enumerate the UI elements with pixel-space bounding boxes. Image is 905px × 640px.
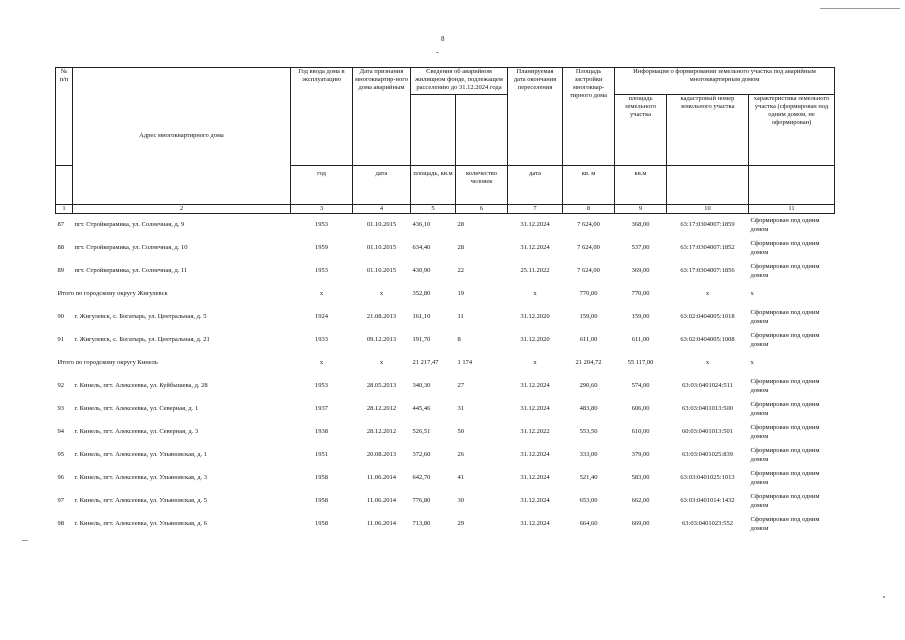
column-number: 11 xyxy=(749,205,835,214)
cadastral-cell: 63:03:0401014:1432 xyxy=(680,497,735,505)
build-area-cell: 553,50 xyxy=(579,428,598,436)
scan-mark xyxy=(22,540,28,541)
row-number: 98 xyxy=(57,520,64,528)
build-area-cell: 653,00 xyxy=(579,497,598,505)
year-cell: 1953 xyxy=(315,221,328,229)
header-land-area: площадь земельного участка xyxy=(615,95,667,166)
people-cell: 28 xyxy=(457,221,464,229)
header-build-area: Площадь застройки многоквар-тирного дома xyxy=(563,68,615,166)
column-number: 8 xyxy=(563,205,615,214)
column-number: 3 xyxy=(291,205,353,214)
address-cell: г. Кинель, пгт. Алексеевка, ул. Ульяновская, д. 6 xyxy=(74,520,208,528)
column-number: 6 xyxy=(456,205,508,214)
column-number: 5 xyxy=(411,205,456,214)
header-cadastral: кадастровый номер земельного участка xyxy=(667,95,749,166)
cadastral-cell: 63:03:0401025:839 xyxy=(682,451,733,459)
year-cell: 1953 xyxy=(315,382,328,390)
resettle-cell: 31.12.2024 xyxy=(520,474,550,482)
column-number: 2 xyxy=(73,205,291,214)
land-area-cell: 537,00 xyxy=(631,244,650,252)
area-cell: 352,80 xyxy=(412,290,431,298)
header-year: Год ввода дома в эксплуатацию xyxy=(291,68,353,166)
land-char-cell: Сформирован под одним домом xyxy=(750,332,820,348)
cadastral-cell: 63:02:0404005:1008 xyxy=(680,336,735,344)
resettle-cell: 31.12.2020 xyxy=(520,313,550,321)
page-number: 8 xyxy=(441,35,445,43)
column-number: 7 xyxy=(508,205,563,214)
subtotal-row xyxy=(56,283,835,306)
resettle-cell: 31.12.2020 xyxy=(520,336,550,344)
table-row xyxy=(56,398,835,421)
address-cell: г. Жигулевск, с. Богатырь, ул. Центральная, д. 21 xyxy=(74,336,210,344)
scan-mark xyxy=(436,52,439,53)
people-cell: 31 xyxy=(457,405,464,413)
resettle-cell: 31.12.2022 xyxy=(520,428,550,436)
year-cell: 1959 xyxy=(315,244,328,252)
year-cell: 1958 xyxy=(315,520,328,528)
cadastral-cell: 63:03:0401023:552 xyxy=(682,520,733,528)
address-cell: г. Кинель, пгт. Алексеевка, ул. Северная, д. 1 xyxy=(74,405,199,413)
scan-mark xyxy=(820,8,900,9)
date-cell: 11.06.2014 xyxy=(366,474,396,482)
resettle-cell: 31.12.2024 xyxy=(520,405,550,413)
land-char-cell: х xyxy=(750,290,754,298)
cadastral-cell: 60:03:0401013:501 xyxy=(682,428,733,436)
build-area-cell: 483,80 xyxy=(579,405,598,413)
area-cell: 634,40 xyxy=(412,244,431,252)
row-number: 96 xyxy=(57,474,64,482)
address-cell: пгт. Стройкерамика, ул. Солнечная, д. 10 xyxy=(74,244,188,252)
people-cell: 1 174 xyxy=(457,359,473,367)
land-area-cell: 770,00 xyxy=(631,290,650,298)
cadastral-cell: 63:03:0401024:511 xyxy=(682,382,733,390)
column-number: 4 xyxy=(353,205,411,214)
land-char-cell: Сформирован под одним домом xyxy=(750,240,820,256)
unit-year: год xyxy=(291,166,353,205)
area-cell: 445,46 xyxy=(412,405,431,413)
area-cell: 340,30 xyxy=(412,382,431,390)
land-char-cell: Сформирован под одним домом xyxy=(750,470,820,486)
people-cell: 30 xyxy=(457,497,464,505)
land-area-cell: 610,00 xyxy=(631,428,650,436)
land-area-cell: 574,00 xyxy=(631,382,650,390)
column-number: 1 xyxy=(56,205,73,214)
table-row xyxy=(56,490,835,513)
land-area-cell: 159,00 xyxy=(631,313,650,321)
year-cell: 1937 xyxy=(315,405,328,413)
unit-resettle: дата xyxy=(508,166,563,205)
land-area-cell: 662,00 xyxy=(631,497,650,505)
year-cell: х xyxy=(319,290,324,298)
table-row xyxy=(56,513,835,536)
row-number: 95 xyxy=(57,451,64,459)
build-area-cell: 7 624,00 xyxy=(577,221,600,229)
column-number: 9 xyxy=(615,205,667,214)
subtotal-label: Итого по городскому округу Жигулевск xyxy=(57,290,168,298)
date-cell: 28.05.2013 xyxy=(366,382,397,390)
land-char-cell: Сформирован под одним домом xyxy=(750,447,820,463)
header-address: Адрес многоквартирного дома xyxy=(73,68,291,205)
build-area-cell: 521,40 xyxy=(579,474,598,482)
resettle-cell: 31.12.2024 xyxy=(520,451,550,459)
date-cell: 09.12.2013 xyxy=(366,336,397,344)
address-cell: г. Жигулевск, с. Богатырь, ул. Центральная, д. 5 xyxy=(74,313,207,321)
year-cell: 1953 xyxy=(315,267,328,275)
date-cell: 20.08.2013 xyxy=(366,451,397,459)
cadastral-cell: 63:17:0304007:1859 xyxy=(680,221,735,229)
year-cell: 1958 xyxy=(315,474,328,482)
land-char-cell: Сформирован под одним домом xyxy=(750,217,820,233)
address-cell: г. Кинель, пгт. Алексеевка, ул. Куйбышева, д. 28 xyxy=(74,382,208,390)
area-cell: 436,10 xyxy=(412,221,431,229)
cadastral-cell: 63:17:0304007:1856 xyxy=(680,267,735,275)
people-cell: 27 xyxy=(457,382,464,390)
table-row xyxy=(56,329,835,352)
column-number: 10 xyxy=(667,205,749,214)
row-number: 93 xyxy=(57,405,64,413)
build-area-cell: 21 204,72 xyxy=(575,359,602,367)
land-char-cell: Сформирован под одним домом xyxy=(750,263,820,279)
date-cell: 28.12.2012 xyxy=(366,428,397,436)
land-char-cell: Сформирован под одним домом xyxy=(750,309,820,325)
cadastral-cell: 63:03:0401025:1013 xyxy=(680,474,735,482)
people-cell: 22 xyxy=(457,267,464,275)
year-cell: х xyxy=(319,359,324,367)
table-row xyxy=(56,260,835,283)
area-cell: 191,70 xyxy=(412,336,431,344)
land-char-cell: Сформирован под одним домом xyxy=(750,424,820,440)
year-cell: 1951 xyxy=(315,451,328,459)
build-area-cell: 7 624,00 xyxy=(577,244,600,252)
unit-build: кв. м xyxy=(563,166,615,205)
land-area-cell: 55 117,00 xyxy=(627,359,654,367)
table-row xyxy=(56,237,835,260)
row-number: 97 xyxy=(57,497,64,505)
cadastral-cell: 63:17:0304007:1852 xyxy=(680,244,735,252)
address-cell: г. Кинель, пгт. Алексеевка, ул. Ульяновская, д. 1 xyxy=(74,451,208,459)
people-cell: 11 xyxy=(457,313,464,321)
resettle-cell: х xyxy=(533,290,537,298)
row-number: 94 xyxy=(57,428,64,436)
build-area-cell: 611,00 xyxy=(579,336,598,344)
table-row xyxy=(56,214,835,238)
people-cell: 19 xyxy=(457,290,464,298)
housing-table xyxy=(55,67,835,536)
subtotal-label: Итого по городскому округу Кинель xyxy=(57,359,158,367)
cadastral-cell: 63:02:0404005:1018 xyxy=(680,313,735,321)
area-cell: 21 217,47 xyxy=(412,359,439,367)
address-cell: г. Кинель, пгт. Алексеевка, ул. Ульяновская, д. 3 xyxy=(74,474,208,482)
build-area-cell: 770,00 xyxy=(579,290,598,298)
build-area-cell: 333,00 xyxy=(579,451,598,459)
date-cell: 21.08.2013 xyxy=(366,313,397,321)
people-cell: 28 xyxy=(457,244,464,252)
row-number: 92 xyxy=(57,382,64,390)
resettle-cell: х xyxy=(533,359,537,367)
address-cell: пгт. Стройкерамика, ул. Солнечная, д. 11 xyxy=(74,267,188,275)
date-cell: 11.06.2014 xyxy=(366,520,396,528)
land-char-cell: Сформирован под одним домом xyxy=(750,378,820,394)
table-row xyxy=(56,375,835,398)
land-char-cell: Сформирован под одним домом xyxy=(750,516,820,532)
unit-area: площадь, кв.м xyxy=(411,166,456,205)
header-land-info: Информация о формировании земельного участка под аварийным многоквартирным домом xyxy=(615,68,835,95)
table-row xyxy=(56,421,835,444)
table-row xyxy=(56,444,835,467)
resettle-cell: 31.12.2024 xyxy=(520,520,550,528)
land-area-cell: 669,00 xyxy=(631,520,650,528)
row-number: 87 xyxy=(57,221,64,229)
area-cell: 161,10 xyxy=(412,313,431,321)
scan-mark xyxy=(883,596,885,598)
land-area-cell: 379,00 xyxy=(631,451,650,459)
people-cell: 26 xyxy=(457,451,464,459)
header-number: № п/п xyxy=(56,68,73,166)
row-number: 88 xyxy=(57,244,64,252)
land-area-cell: 583,00 xyxy=(631,474,650,482)
table-row xyxy=(56,467,835,490)
cadastral-cell: х xyxy=(705,290,710,298)
date-cell: 01.10.2015 xyxy=(366,267,397,275)
header-emergency-fund: Сведения об аварийном жилищном фонде, подлежащем расселению до 31.12.2024 года xyxy=(411,68,508,95)
year-cell: 1958 xyxy=(315,497,328,505)
unit-date: дата xyxy=(353,166,411,205)
year-cell: 1933 xyxy=(315,336,328,344)
land-char-cell: Сформирован под одним домом xyxy=(750,401,820,417)
area-cell: 430,90 xyxy=(412,267,431,275)
resettle-cell: 31.12.2024 xyxy=(520,497,550,505)
land-area-cell: 368,00 xyxy=(631,221,650,229)
unit-people: количество человек xyxy=(456,166,508,205)
header-date: Дата признания многоквартир-ного дома аварийным xyxy=(353,68,411,166)
address-cell: г. Кинель, пгт. Алексеевка, ул. Ульяновская, д. 5 xyxy=(74,497,208,505)
address-cell: г. Кинель, пгт. Алексеевка, ул. Северная, д. 3 xyxy=(74,428,199,436)
people-cell: 8 xyxy=(457,336,461,344)
row-number: 91 xyxy=(57,336,64,344)
build-area-cell: 7 624,00 xyxy=(577,267,600,275)
header-land-char: характеристика земельного участка (сформирован под одним домом, не оформирован) xyxy=(749,95,835,166)
resettle-cell: 31.12.2024 xyxy=(520,244,550,252)
cadastral-cell: 63:03:0401013:500 xyxy=(682,405,733,413)
people-cell: 29 xyxy=(457,520,464,528)
land-area-cell: 369,00 xyxy=(631,267,650,275)
area-cell: 526,51 xyxy=(412,428,431,436)
year-cell: 1924 xyxy=(315,313,328,321)
people-cell: 41 xyxy=(457,474,464,482)
area-cell: 776,80 xyxy=(412,497,431,505)
build-area-cell: 159,00 xyxy=(579,313,598,321)
cadastral-cell: х xyxy=(705,359,710,367)
area-cell: 713,80 xyxy=(412,520,431,528)
date-cell: х xyxy=(379,290,384,298)
land-area-cell: 606,00 xyxy=(631,405,650,413)
area-cell: 372,60 xyxy=(412,451,431,459)
area-cell: 642,70 xyxy=(412,474,431,482)
table-row xyxy=(56,306,835,329)
resettle-cell: 31.12.2024 xyxy=(520,382,550,390)
date-cell: 28.12.2012 xyxy=(366,405,397,413)
row-number: 89 xyxy=(57,267,64,275)
land-char-cell: Сформирован под одним домом xyxy=(750,493,820,509)
address-cell: пгт. Стройкерамика, ул. Солнечная, д. 9 xyxy=(74,221,185,229)
date-cell: 11.06.2014 xyxy=(366,497,396,505)
header-resettle-date: Планируемая дата окончания переселения xyxy=(508,68,563,166)
date-cell: 01.10.2015 xyxy=(366,221,397,229)
resettle-cell: 25.11.2022 xyxy=(520,267,550,275)
date-cell: 01.10.2015 xyxy=(366,244,397,252)
date-cell: х xyxy=(379,359,384,367)
build-area-cell: 664,60 xyxy=(579,520,598,528)
land-area-cell: 611,00 xyxy=(631,336,650,344)
land-char-cell: х xyxy=(750,359,754,367)
year-cell: 1938 xyxy=(315,428,328,436)
build-area-cell: 290,60 xyxy=(579,382,598,390)
subtotal-row xyxy=(56,352,835,375)
resettle-cell: 31.12.2024 xyxy=(520,221,550,229)
unit-land: кв.м xyxy=(615,166,667,205)
people-cell: 50 xyxy=(457,428,464,436)
row-number: 90 xyxy=(57,313,64,321)
